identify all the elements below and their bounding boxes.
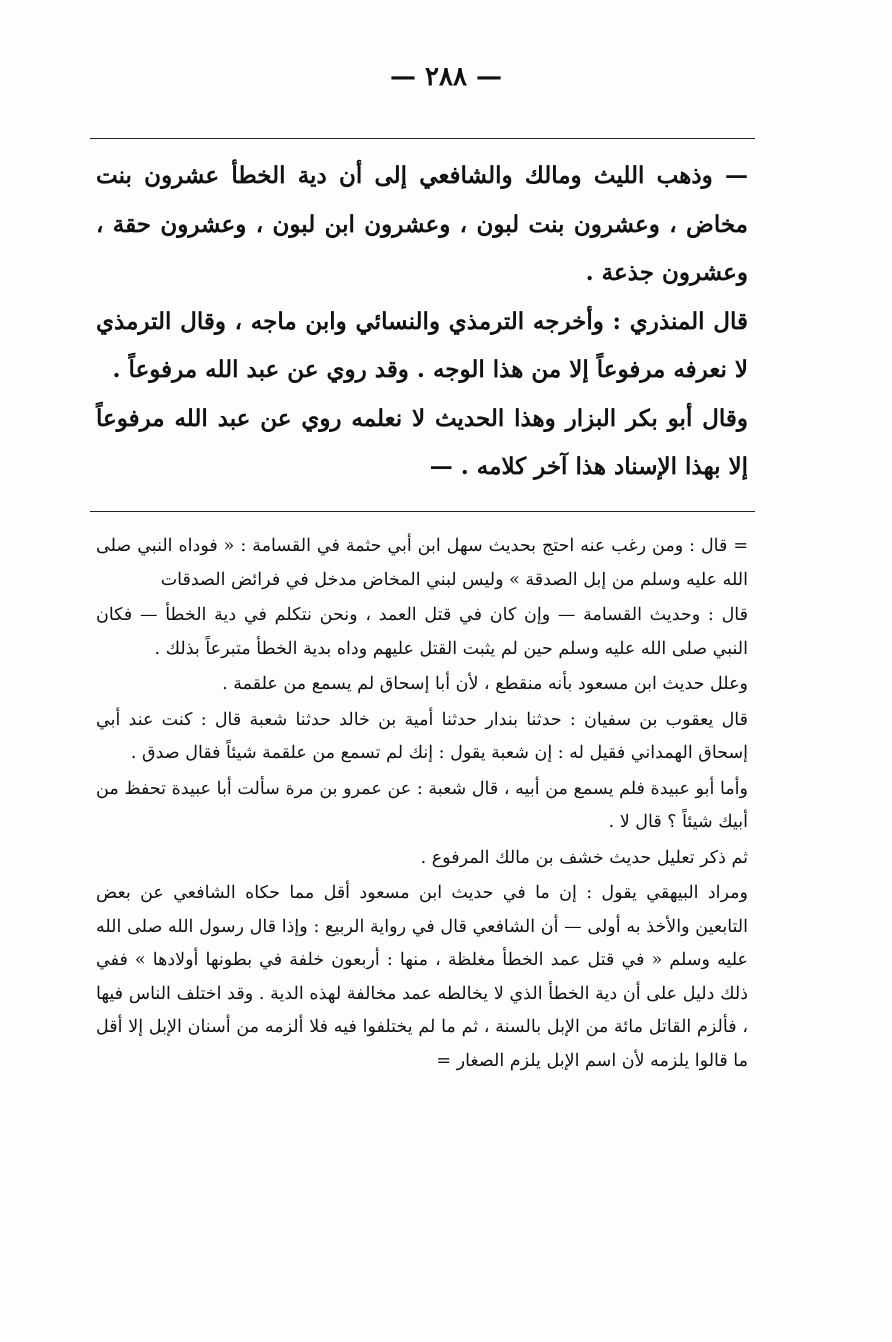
top-divider <box>90 138 755 139</box>
main-paragraph: — وذهب الليث ومالك والشافعي إلى أن دية الخطأ عشرون بنت مخاض ، وعشرون بنت لبون ، وعشرون ابن لبون ، وعشرون حقة ، وعشرون جذعة . <box>96 162 748 286</box>
main-paragraph: قال المنذري : وأخرجه الترمذي والنسائي وابن ماجه ، وقال الترمذي لا نعرفه مرفوعاً إلا من هذا الوجه . وقد روي عن عبد الله مرفوعاً . <box>96 307 748 383</box>
footnote-paragraph: وعلل حديث ابن مسعود بأنه منقطع ، لأن أبا إسحاق لم يسمع من علقمة . <box>222 674 748 694</box>
footnote-paragraph: ثم ذكر تعليل حديث خشف بن مالك المرفوع . <box>420 847 748 868</box>
footnote-paragraph: قال : وحديث القسامة — وإن كان في قتل العمد ، ونحن نتكلم في دية الخطأ — فكان النبي صلى الله عليه وسلم حين لم يثبت القتل عليهم وداه بدية الخطأ متبرعاً بذلك . <box>96 605 748 659</box>
footnote-paragraph: ومراد البيهقي يقول : إن ما في حديث ابن مسعود أقل مما حكاه الشافعي عن بعض التابعين والأخذ به أولى — أن الشافعي قال في رواية الربيع : وإذا قال رسول الله صلى الله عليه وسلم « في قتل عمد الخطأ مغلظة ، منها : أربعون خلفة في بطونها أولادها » ففي ذلك دليل على أن دية الخطأ الذي لا يخالطه عمد مخالفة لهذه الدية . وقد اختلف الناس فيها ، فألزم القاتل مائة من الإبل بالسنة ، ثم ما لم يختلفوا فيه فلا ألزمه من أسنان الإبل إلا أقل ما قالوا يلزمه لأن اسم الإبل يلزم الصغار = <box>96 883 748 1071</box>
footnotes <box>96 530 748 1078</box>
footnote-divider <box>90 511 755 512</box>
footnote-paragraph: وأما أبو عبيدة فلم يسمع من أبيه ، قال شعبة : عن عمرو بن مرة سألت أبا عبيدة تحفظ من أبيك شيئاً ؟ قال لا . <box>96 778 748 832</box>
footnote-paragraph: قال يعقوب بن سفيان : حدثنا بندار حدثنا أمية بن خالد حدثنا شعبة قال : كنت عند أبي إسحاق الهمداني فقيل له : إن شعبة يقول : إنك لم تسمع من علقمة شيئاً فقال صدق . <box>96 709 748 763</box>
footnote-paragraph: = قال : ومن رغب عنه احتج بحديث سهل ابن أبي حثمة في القسامة : « فوداه النبي صلى الله عليه وسلم من إبل الصدقة » وليس لبني المخاض مدخل في فرائض الصدقات <box>96 536 748 590</box>
page-number: — ٢٨٨ — <box>389 62 503 92</box>
main-text <box>96 152 748 492</box>
main-paragraph: وقال أبو بكر البزار وهذا الحديث لا نعلمه روي عن عبد الله مرفوعاً إلا بهذا الإسناد هذا آخر كلامه . — <box>96 404 748 480</box>
